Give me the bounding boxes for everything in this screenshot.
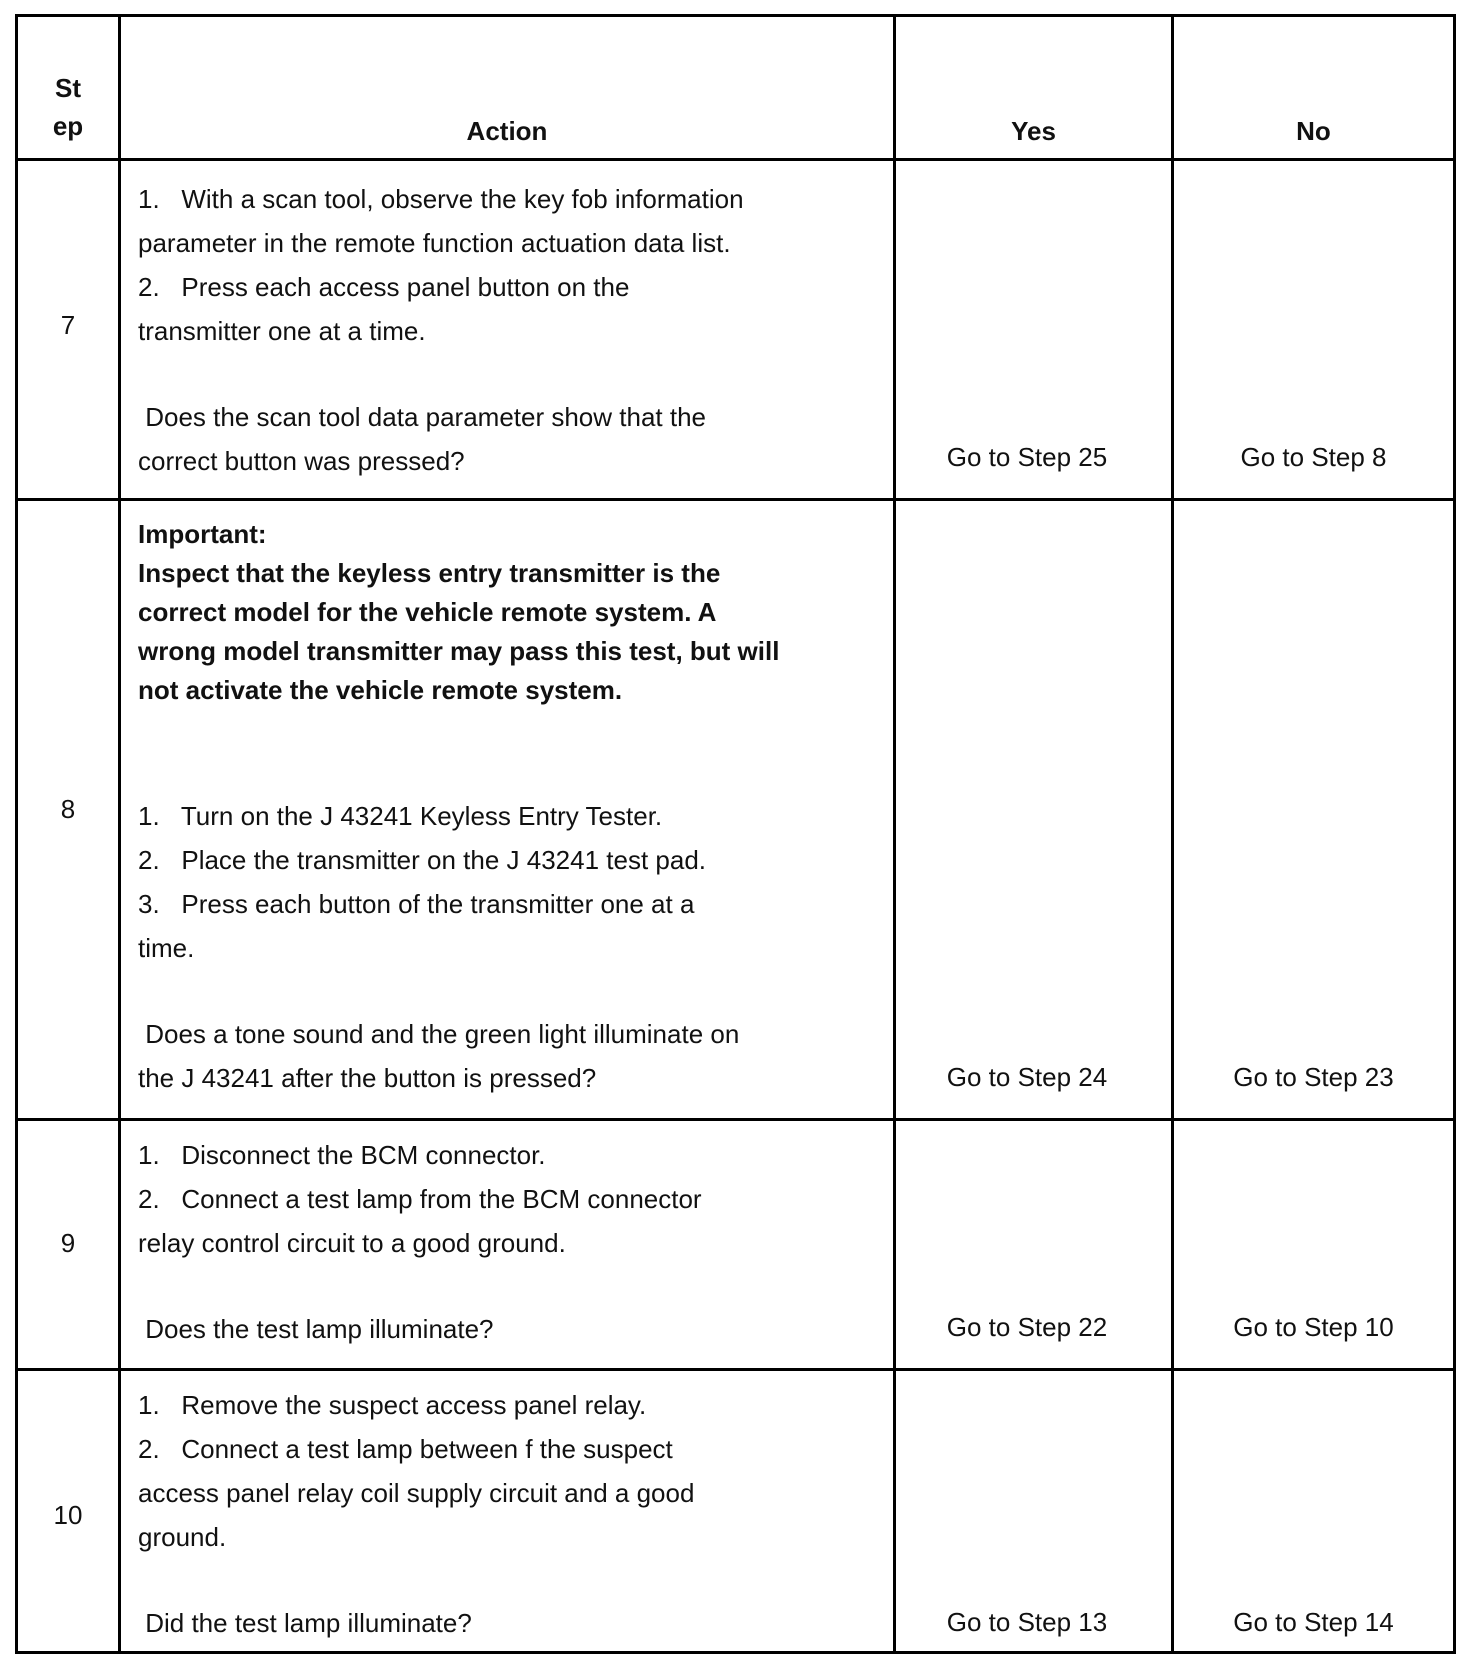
row-divider: [18, 1118, 1453, 1121]
row-divider: [18, 158, 1453, 161]
action-text: [138, 515, 878, 1100]
yes-result: Go to Step 25: [946, 442, 1108, 472]
column-divider: [118, 17, 121, 1651]
action-line: [138, 1265, 878, 1307]
no-result: Go to Step 8: [1240, 442, 1387, 472]
action-line: correct button was pressed?: [138, 446, 465, 476]
action-line: access panel relay coil supply circuit and a good: [138, 1478, 695, 1508]
action-line: 2. Press each access panel button on the: [138, 272, 630, 302]
action-line: Does a tone sound and the green light illuminate on: [138, 1019, 740, 1049]
diagnostic-table: [15, 14, 1456, 1654]
important-label: Important:: [138, 519, 267, 549]
action-text: [138, 1383, 878, 1645]
action-line: [138, 1559, 878, 1601]
action-line: [138, 353, 878, 395]
step-number: 9: [60, 1228, 76, 1258]
header-step: St ep: [52, 73, 84, 141]
action-line: relay control circuit to a good ground.: [138, 1228, 566, 1258]
yes-result: Go to Step 24: [946, 1062, 1108, 1092]
row-divider: [18, 1368, 1453, 1371]
action-line: parameter in the remote function actuation data list.: [138, 228, 731, 258]
action-line: 1. Remove the suspect access panel relay.: [138, 1390, 647, 1420]
no-result: Go to Step 14: [1233, 1607, 1394, 1637]
header-no: No: [1296, 116, 1331, 146]
action-line: Does the test lamp illuminate?: [138, 1314, 494, 1344]
action-line: 1. Turn on the J 43241 Keyless Entry Tester.: [138, 801, 663, 831]
important-line: Inspect that the keyless entry transmitter is the: [138, 558, 721, 588]
important-line: wrong model transmitter may pass this test, but will: [138, 636, 780, 666]
yes-result: Go to Step 13: [946, 1607, 1108, 1637]
column-divider: [893, 17, 896, 1651]
action-line: [138, 970, 878, 1012]
action-text: [138, 1133, 878, 1351]
action-line: 2. Connect a test lamp from the BCM connector: [138, 1184, 702, 1214]
header-action: Action: [466, 116, 548, 146]
action-line: ground.: [138, 1522, 227, 1552]
no-result: Go to Step 23: [1233, 1062, 1394, 1092]
action-line: 2. Place the transmitter on the J 43241 test pad.: [138, 845, 707, 875]
step-number: 10: [53, 1500, 83, 1530]
action-line: 3. Press each button of the transmitter one at a: [138, 889, 695, 919]
action-line: transmitter one at a time.: [138, 316, 426, 346]
column-divider: [1171, 17, 1174, 1651]
important-line: not activate the vehicle remote system.: [138, 675, 623, 705]
no-result: Go to Step 10: [1233, 1312, 1394, 1342]
step-number: 8: [60, 794, 76, 824]
important-line: correct model for the vehicle remote system. A: [138, 597, 717, 627]
header-yes: Yes: [1011, 116, 1056, 146]
step-number: 7: [60, 310, 76, 340]
action-line: Does the scan tool data parameter show that the: [138, 402, 707, 432]
action-line: the J 43241 after the button is pressed?: [138, 1063, 597, 1093]
action-line: 2. Connect a test lamp between f the suspect: [138, 1434, 673, 1464]
action-line: 1. With a scan tool, observe the key fob information: [138, 184, 744, 214]
yes-result: Go to Step 22: [946, 1312, 1108, 1342]
action-line: 1. Disconnect the BCM connector.: [138, 1140, 546, 1170]
action-line: Did the test lamp illuminate?: [138, 1608, 472, 1638]
row-divider: [18, 498, 1453, 501]
action-text: [138, 177, 878, 483]
action-line: time.: [138, 933, 195, 963]
